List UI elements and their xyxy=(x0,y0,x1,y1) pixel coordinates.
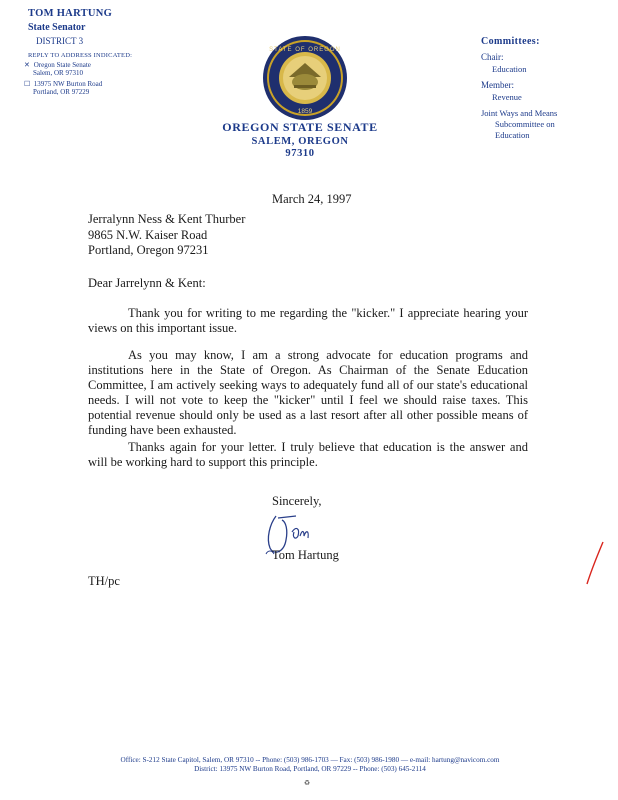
member-label: Member: xyxy=(481,80,514,90)
recipient-city: Portland, Oregon 97231 xyxy=(88,243,209,257)
seal-text: STATE OF OREGON xyxy=(269,47,341,53)
reply-note: REPLY TO ADDRESS INDICATED: xyxy=(28,52,133,59)
senator-district: DISTRICT 3 xyxy=(36,36,84,46)
paragraph-3: Thanks again for your letter. I truly believe that education is the answer and will be working hard to support this principle. xyxy=(88,440,528,469)
recycled-paper-icon: ♻ xyxy=(303,779,311,787)
joint-line-3: Education xyxy=(495,130,530,140)
recipient-street: 9865 N.W. Kaiser Road xyxy=(88,227,208,242)
footer-office: Office: S-212 State Capitol, Salem, OR 97310 -- Phone: (503) 986-1703 — Fax: (503) 986-1980 — e-mail: hartung@navicom.com xyxy=(120,756,500,764)
recipient-name: Jerralynn Ness & Kent Thurber xyxy=(88,212,246,226)
recipient-block xyxy=(88,212,245,259)
footer xyxy=(60,756,560,774)
senate-address-line-2: Salem, OR 97310 xyxy=(33,69,83,77)
typist-initials: TH/pc xyxy=(88,574,120,588)
senate-heading xyxy=(190,120,410,159)
senate-address-line-1: Oregon State Senate xyxy=(33,61,91,69)
senate-city: SALEM, OREGON xyxy=(251,136,349,147)
seal-year: 1859 xyxy=(297,108,313,115)
member-value: Revenue xyxy=(492,92,522,102)
home-address-line-2: Portland, OR 97229 xyxy=(33,88,90,96)
home-address xyxy=(24,80,102,96)
senate-address xyxy=(24,61,91,77)
footer-district: District: 13975 NW Burton Road, Portland, OR 97229 -- Phone: (503) 645-2114 xyxy=(194,765,426,773)
letter-date: March 24, 1997 xyxy=(272,192,352,206)
joint-line-1: Joint Ways and Means xyxy=(481,108,558,118)
chair-value: Education xyxy=(492,64,527,74)
joint-committee xyxy=(481,108,557,141)
oregon-state-seal xyxy=(262,35,348,121)
paragraph-2: As you may know, I am a strong advocate for education programs and institutions here in the State of Oregon. As Chairman of the Senate Education Committee, I am actively seeking ways to adequately fund all of our state's educational needs. I will not vote to keep the "kicker" until I feel we should raise taxes. This potential revenue should only be used as a last resort after all other possible means of funding have been exhausted. xyxy=(88,348,528,437)
chair-label: Chair: xyxy=(481,52,504,62)
checkmark-icon: ✕ xyxy=(24,61,30,69)
salutation: Dear Jarrelynn & Kent: xyxy=(88,276,206,290)
senator-title: State Senator xyxy=(28,22,86,33)
checkbox-icon: ☐ xyxy=(24,80,31,88)
closing: Sincerely, xyxy=(272,494,322,508)
red-pen-mark xyxy=(584,540,606,586)
senate-zip: 97310 xyxy=(285,148,315,159)
committees-heading: Committees: xyxy=(481,36,540,47)
signature-name: Tom Hartung xyxy=(272,548,339,562)
senator-name: TOM HARTUNG xyxy=(28,8,113,19)
home-address-line-1: 13975 NW Burton Road xyxy=(33,80,103,88)
paragraph-1: Thank you for writing to me regarding the "kicker." I appreciate hearing your views on this important issue. xyxy=(88,306,528,335)
joint-line-2: Subcommittee on xyxy=(495,119,555,129)
senate-title: OREGON STATE SENATE xyxy=(222,120,378,134)
